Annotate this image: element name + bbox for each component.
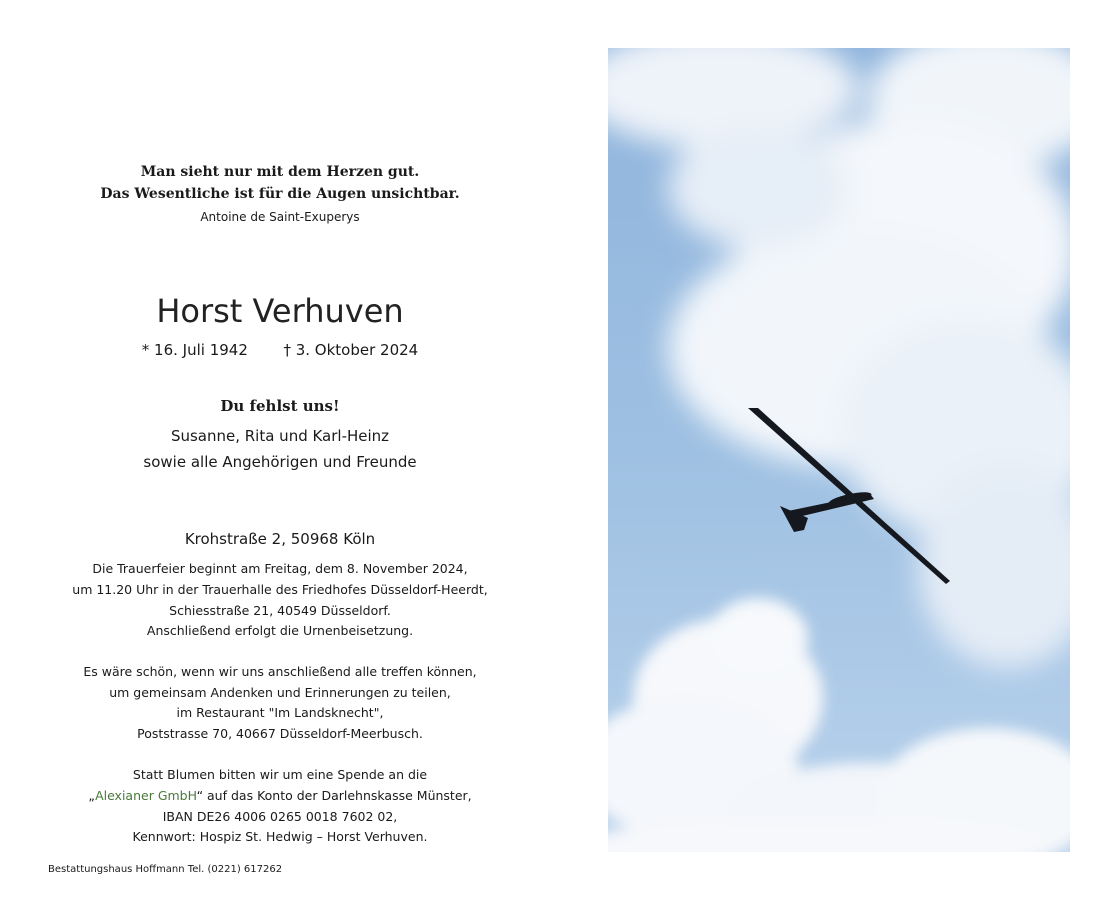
donation-organization: Alexianer GmbH	[95, 788, 197, 803]
mourners-heading: Du fehlst uns!	[220, 397, 340, 415]
donation-open-quote: „	[88, 788, 96, 803]
gathering-line-2: um gemeinsam Andenken und Erinnerungen zu teilen,	[109, 685, 451, 700]
quote-line-2: Das Wesentliche ist für die Augen unsichtbar.	[100, 186, 460, 202]
sky-glider-illustration	[608, 48, 1070, 852]
donation-line-2	[0, 788, 560, 803]
donation-keyword: Kennwort: Hospiz St. Hedwig – Horst Verhuven.	[132, 829, 428, 844]
ceremony-line-2: um 11.20 Uhr in der Trauerhalle des Friedhofes Düsseldorf-Heerdt,	[72, 582, 488, 597]
quote-author: Antoine de Saint-Exuperys	[200, 210, 360, 224]
life-dates	[0, 341, 560, 359]
sky-glider-photo	[608, 48, 1070, 852]
ceremony-line-3: Schiesstraße 21, 40549 Düsseldorf.	[169, 603, 391, 618]
donation-line-1: Statt Blumen bitten wir um eine Spende an die	[132, 767, 428, 782]
mourners-line-1: Susanne, Rita und Karl-Heinz	[170, 427, 390, 445]
mourners-line-2: sowie alle Angehörigen und Freunde	[143, 453, 417, 471]
donation-iban: IBAN DE26 4006 0265 0018 7602 02,	[162, 809, 398, 824]
death-date: † 3. Oktober 2024	[283, 341, 419, 359]
ceremony-line-1: Die Trauerfeier beginnt am Freitag, dem 8. November 2024,	[92, 561, 468, 576]
donation-line-2-rest: “ auf das Konto der Darlehnskasse Münster,	[196, 788, 472, 803]
quote-line-1: Man sieht nur mit dem Herzen gut.	[140, 164, 420, 180]
funeral-home-footer: Bestattungshaus Hoffmann Tel. (0221) 617262	[48, 864, 283, 875]
gathering-line-4: Poststrasse 70, 40667 Düsseldorf-Meerbusch.	[137, 726, 423, 741]
gathering-line-1: Es wäre schön, wenn wir uns anschließend alle treffen können,	[83, 664, 477, 679]
deceased-name: Horst Verhuven	[156, 292, 404, 330]
birth-date: * 16. Juli 1942	[141, 341, 248, 359]
gathering-line-3: im Restaurant "Im Landsknecht",	[176, 705, 384, 720]
family-address: Krohstraße 2, 50968 Köln	[184, 530, 376, 548]
ceremony-line-4: Anschließend erfolgt die Urnenbeisetzung.	[146, 623, 414, 638]
